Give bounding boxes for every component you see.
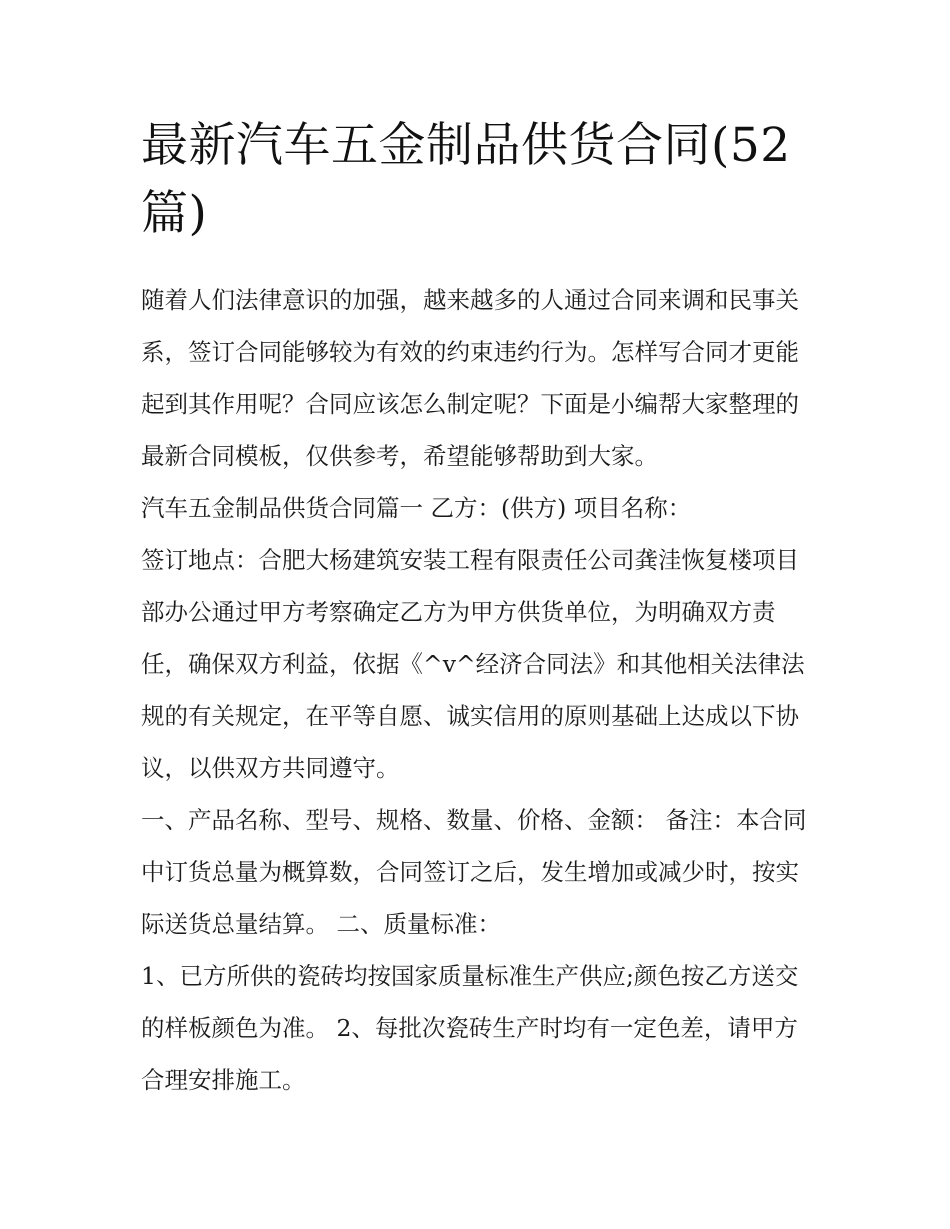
signing-location-paragraph: 签订地点：合肥大杨建筑安装工程有限责任公司龚洼恢复楼项目部办公通过甲方考察确定乙方为甲方供货单位，为明确双方责任，确保双方利益，依据《^v^经济合同法》和其他相关法律法规的有关规定，在平等自愿、诚实信用的原则基础上达成以下协议，以供双方共同遵守。 — [141, 546, 805, 782]
document-title: 最新汽车五金制品供货合同(52篇) — [141, 118, 791, 241]
product-terms-paragraph: 一、产品名称、型号、规格、数量、价格、金额： 备注：本合同中订货总量为概算数，合同签订之后，发生增加或减少时，按实际送货总量结算。 二、质量标准： — [141, 806, 807, 938]
intro-paragraph: 随着人们法律意识的加强，越来越多的人通过合同来调和民事关系，签订合同能够较为有效的约束违约行为。怎样写合同才更能起到其作用呢？合同应该怎么制定呢？下面是小编帮大家整理的最新合同模板，仅供参考，希望能够帮助到大家。 — [141, 286, 799, 470]
document-body — [141, 274, 813, 1106]
document-page — [141, 112, 813, 1106]
quality-standard-paragraph: 1、已方所供的瓷砖均按国家质量标准生产供应;颜色按乙方送交的样板颜色为准。 2、每批次瓷砖生产时均有一定色差，请甲方合理安排施工。 — [141, 962, 799, 1094]
section-heading-paragraph: 汽车五金制品供货合同篇一 乙方：(供方) 项目名称： — [141, 494, 692, 522]
